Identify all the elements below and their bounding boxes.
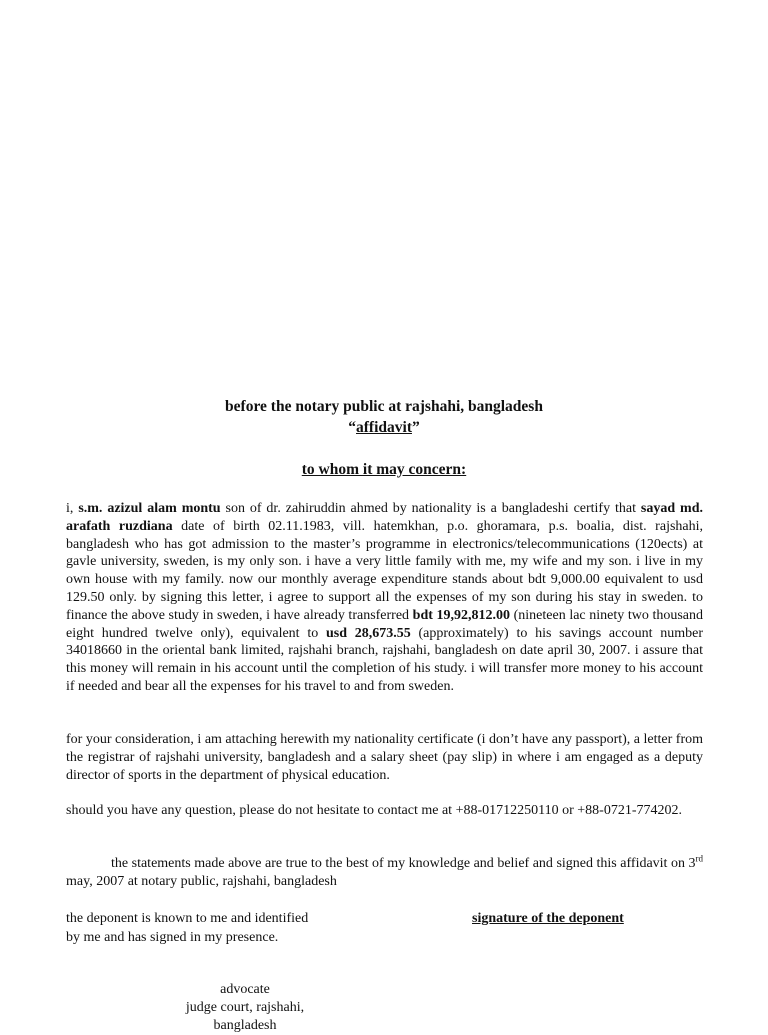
p1-text-3: date of birth 02.11.1983, vill. hatemkhan, p.o. ghoramara, p.s. boalia, dist. rajshahi, bangladesh who has got admission to the master’s programme in electronics/telecommunications (120ects) at gavle university, sweden, is my only son. i have a very little family with me, my wife and my son. i live in my own house with my family. now our monthly average expenditure stands about bdt 9,000.00 equivalent to usd 129.50 only. by signing this letter, i agree to support all the expenses of my son during his stay in sweden. to finance the above study in sweden, i have already transferred	[66, 518, 704, 623]
advocate-line-2: judge court, rajshahi,	[185, 1000, 305, 1015]
witness-statement	[66, 909, 366, 947]
notary-heading	[0, 397, 768, 417]
amount-bdt: bdt 19,92,812.00	[412, 607, 511, 623]
witness-line-1: the deponent is known to me and identified	[66, 911, 309, 926]
advocate-line-1: advocate	[220, 982, 270, 997]
deponent-name: s.m. azizul alam montu	[78, 501, 221, 516]
paragraph-attachments	[66, 731, 703, 784]
document-type-title	[0, 418, 768, 438]
open-quote: “	[348, 419, 357, 436]
salutation-text: to whom it may concern:	[301, 461, 467, 478]
p1-text-2: son of dr. zahiruddin ahmed by nationality is a bangladeshi certify that	[220, 501, 641, 516]
p1-text-5: (approximately) to his savings account number 34018660 in the oriental bank limited, rajshahi branch, rajshahi, bangladesh on date april 30, 2007. i assure that this money will remain in his account until the completion of his study. i will transfer more money to his account if needed and bear all the expenses for his travel to and from sweden.	[66, 625, 703, 694]
p1-text-4: (nineteen lac ninety two thousand eight hundred twelve only), equivalent to	[66, 607, 704, 641]
notary-heading-text: before the notary public at rajshahi, bangladesh	[225, 398, 543, 415]
advocate-line-3: bangladesh	[213, 1018, 277, 1033]
salutation	[0, 460, 768, 480]
ordinal-suffix: rd	[695, 853, 703, 864]
affidavit-word: affidavit	[356, 419, 412, 436]
p4-text-2: may, 2007 at notary public, rajshahi, bangladesh	[66, 873, 337, 889]
paragraph-contact	[66, 802, 703, 820]
advocate-block	[150, 981, 340, 1035]
p3-text: should you have any question, please do not hesitate to contact me at +88-01712250110 or +88-0721-774202.	[66, 803, 682, 818]
signature-label: signature of the deponent	[472, 911, 624, 926]
paragraph-certification	[66, 500, 703, 696]
amount-usd: usd 28,673.55	[325, 625, 411, 641]
p2-text: for your consideration, i am attaching herewith my nationality certificate (i don’t have any passport), a letter from the registrar of rajshahi university, bangladesh and a salary sheet (pay slip) in where i am engaged as a deputy director of sports in the department of physical education.	[66, 732, 703, 783]
p4-text-1: the statements made above are true to the best of my knowledge and belief and signed this affidavit on 3	[111, 856, 696, 871]
witness-line-2: by me and has signed in my presence.	[66, 930, 279, 945]
son-name: sayad md. arafath ruzdiana	[66, 501, 703, 534]
paragraph-statement	[66, 855, 703, 891]
close-quote: ”	[411, 419, 420, 436]
p1-text-1: i,	[66, 501, 79, 516]
